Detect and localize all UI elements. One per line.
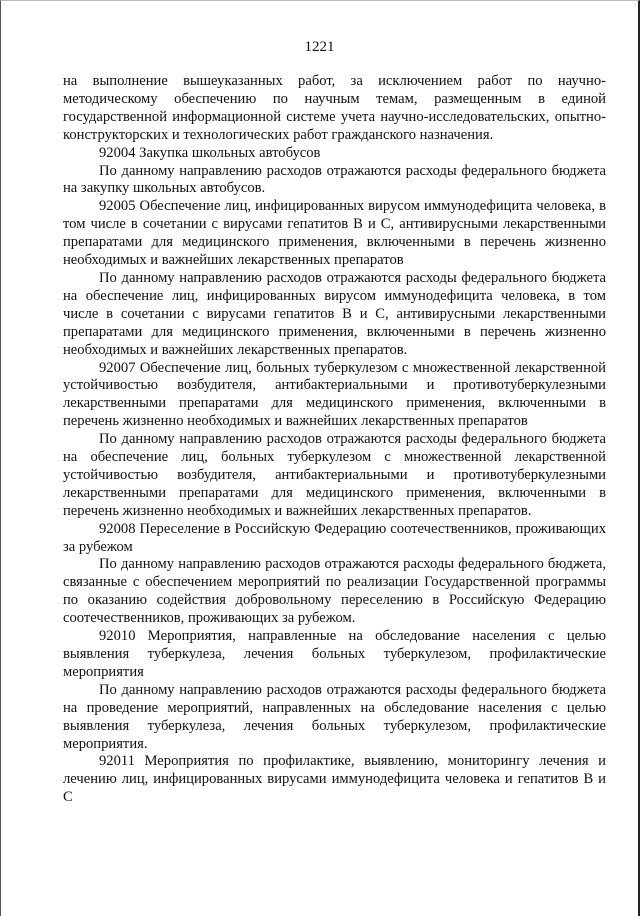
heading-92011: 92011 Мероприятия по профилактике, выявлению, мониторингу лечения и лечению лиц, инфицированных вирусами иммунодефицита человека и гепатитов B и C xyxy=(63,753,606,806)
document-body xyxy=(63,73,606,807)
heading-92005: 92005 Обеспечение лиц, инфицированных вирусом иммунодефицита человека, в том числе в сочетании с вирусами гепатитов B и C, антивирусными лекарственными препаратами для медицинского применения, включенными в перечень жизненно необходимых и важнейших лекарственных препаратов xyxy=(63,198,606,269)
paragraph-92005-description: По данному направлению расходов отражаются расходы федерального бюджета на обеспечение лиц, инфицированных вирусом иммунодефицита человека, в том числе в сочетании с вирусами гепатитов B и C, антивирусными лекарственными препаратами для медицинского применения, включенными в перечень жизненно необходимых и важнейших лекарственных препаратов. xyxy=(63,269,606,358)
paragraph-92010-description: По данному направлению расходов отражаются расходы федерального бюджета на проведение мероприятий, направленных на обследование населения с целью выявления туберкулеза, лечения больных туберкулезом, профилактические мероприятия. xyxy=(63,681,606,752)
paragraph-92008-description: По данному направлению расходов отражаются расходы федерального бюджета, связанные с обеспечением мероприятий по реализации Государственной программы по оказанию содействия добровольному переселению в Российскую Федерацию соотечественников, проживающих за рубежом. xyxy=(63,556,606,627)
heading-92007: 92007 Обеспечение лиц, больных туберкулезом с множественной лекарственной устойчивостью возбудителя, антибактериальными и противотуберкулезными лекарственными препаратами для медицинского применения, включенными в перечень жизненно необходимых и важнейших лекарственных препаратов xyxy=(63,359,606,430)
heading-92004: 92004 Закупка школьных автобусов xyxy=(99,144,321,161)
page-number: 1221 xyxy=(304,39,335,55)
heading-92008: 92008 Переселение в Российскую Федерацию соотечественников, проживающих за рубежом xyxy=(63,520,606,555)
paragraph-92007-description: По данному направлению расходов отражаются расходы федерального бюджета на обеспечение лиц, больных туберкулезом с множественной лекарственной устойчивостью возбудителя, антибактериальными и противотуберкулезными лекарственными препаратами для медицинского применения, включенными в перечень жизненно необходимых и важнейших лекарственных препаратов. xyxy=(63,431,606,519)
heading-92010: 92010 Мероприятия, направленные на обследование населения с целью выявления туберкулеза, лечения больных туберкулезом, профилактические мероприятия xyxy=(63,628,606,680)
paragraph-continuation: на выполнение вышеуказанных работ, за исключением работ по научно-методическому обеспечению по научным темам, размещенным в единой государственной информационной системе учета научно-исследовательских, опытно-конструкторских и технологических работ гражданского назначения. xyxy=(63,73,606,143)
paragraph-92004-description: По данному направлению расходов отражаются расходы федерального бюджета на закупку школьных автобусов. xyxy=(63,162,606,197)
